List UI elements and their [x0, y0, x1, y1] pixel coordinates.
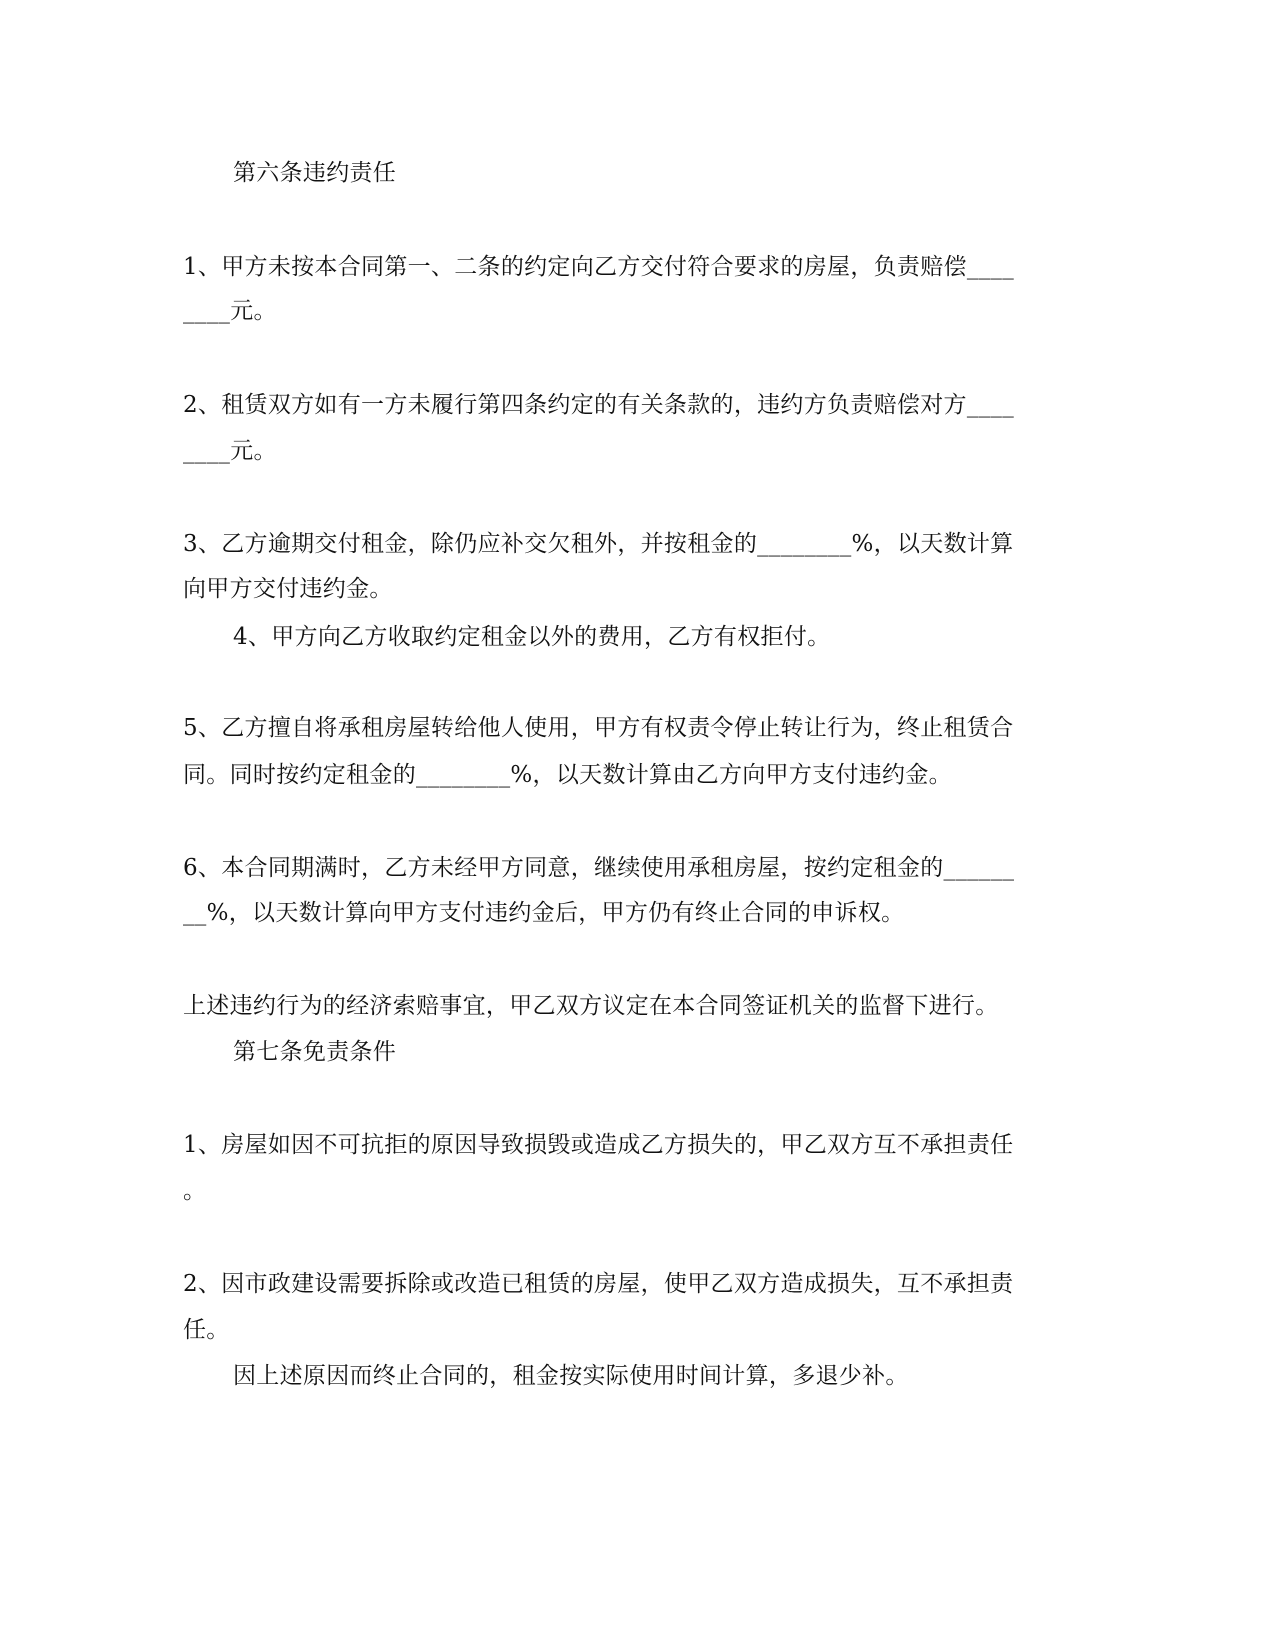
article-6-heading: 第六条违约责任	[233, 160, 397, 186]
clause-6-2-line-2: ____元。	[183, 438, 277, 464]
clause-6-3-line-1: 3、乙方逾期交付租金，除仍应补交欠租外，并按租金的________%，以天数计算	[183, 531, 1014, 557]
clause-7-2-line-1: 2、因市政建设需要拆除或改造已租赁的房屋，使甲乙双方造成损失，互不承担责	[183, 1271, 1014, 1297]
clause-6-6-line-1: 6、本合同期满时，乙方未经甲方同意，继续使用承租房屋，按约定租金的______	[183, 855, 1015, 881]
clause-6-5-line-2: 同。同时按约定租金的________%，以天数计算由乙方向甲方支付违约金。	[183, 762, 952, 788]
clause-6-1-line-1: 1、甲方未按本合同第一、二条的约定向乙方交付符合要求的房屋，负责赔偿____	[183, 254, 1015, 280]
article-7-heading: 第七条免责条件	[233, 1039, 397, 1065]
clause-6-6-line-2: __%，以天数计算向甲方支付违约金后，甲方仍有终止合同的申诉权。	[183, 900, 905, 926]
clause-6-3-line-2: 向甲方交付违约金。	[183, 576, 393, 602]
clause-7-2-line-2: 任。	[183, 1317, 230, 1343]
clause-6-2-line-1: 2、租赁双方如有一方未履行第四条约定的有关条款的，违约方负责赔偿对方____	[183, 392, 1015, 418]
clause-7-1-line-1: 1、房屋如因不可抗拒的原因导致损毁或造成乙方损失的，甲乙双方互不承担责任	[183, 1132, 1014, 1158]
article-6-summary: 上述违约行为的经济索赔事宜，甲乙双方议定在本合同签证机关的监督下进行。	[183, 993, 999, 1019]
clause-6-5-line-1: 5、乙方擅自将承租房屋转给他人使用，甲方有权责令停止转让行为，终止租赁合	[183, 715, 1014, 741]
clause-7-1-line-2: 。	[183, 1178, 207, 1204]
article-7-closing: 因上述原因而终止合同的，租金按实际使用时间计算，多退少补。	[233, 1363, 909, 1389]
clause-6-1-line-2: ____元。	[183, 298, 277, 324]
clause-6-4: 4、甲方向乙方收取约定租金以外的费用，乙方有权拒付。	[233, 624, 831, 650]
